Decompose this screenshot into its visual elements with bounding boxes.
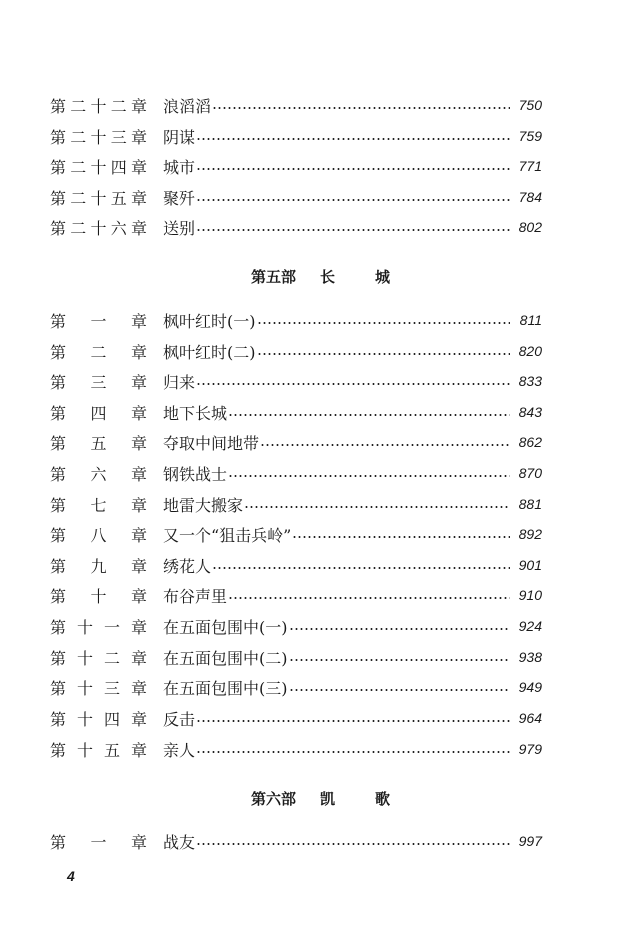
chapter-label-char: 二 [70,96,87,116]
chapter-title: 在五面包围中(三) [163,678,288,698]
chapter-label-char: 第 [50,433,67,453]
chapter-label-char: 章 [130,188,147,208]
chapter-label-char: 章 [130,218,147,238]
chapter-label-char: 第 [50,96,67,116]
page-number: 784 [518,189,542,205]
toc-entry[interactable] [50,737,542,761]
chapter-title: 又一个“狙击兵岭” [163,525,292,545]
page-number: 811 [519,312,542,328]
chapter-label-char: 七 [90,495,107,515]
toc-entry[interactable] [50,522,542,546]
chapter-label [50,309,163,332]
chapter-label-char: 一 [90,311,107,331]
chapter-label [50,216,163,239]
page-number: 924 [518,618,542,634]
chapter-label-char: 第 [50,525,67,545]
chapter-label-char: 三 [90,372,107,392]
chapter-title: 枫叶红时(一) [163,311,256,331]
chapter-label-char: 第 [50,218,67,238]
chapter-title: 浪滔滔 [163,96,212,116]
page-number: 892 [518,526,542,542]
chapter-label-char: 章 [130,556,147,576]
chapter-title: 送别 [163,218,196,238]
chapter-label-char: 章 [130,127,147,147]
chapter-label-char: 六 [90,464,107,484]
chapter-label-char: 章 [130,372,147,392]
chapter-label-char: 二 [103,648,120,668]
chapter-label [50,401,163,424]
chapter-label [50,676,163,699]
chapter-label-char: 第 [50,464,67,484]
chapter-label [50,125,163,148]
chapter-title: 枫叶红时(二) [163,342,256,362]
toc-entry[interactable] [50,645,542,669]
chapter-label [50,830,163,853]
dot-leader [289,682,511,692]
toc-entry[interactable] [50,124,542,148]
chapter-label-char: 十 [76,617,93,637]
dot-leader [196,222,510,232]
chapter-label [50,738,163,761]
chapter-title: 城市 [163,157,196,177]
chapter-title: 归来 [163,372,196,392]
part-name-char: 城 [375,268,391,286]
chapter-label-char: 章 [130,342,147,362]
toc-entry[interactable] [50,829,542,853]
chapter-label-char: 第 [50,127,67,147]
page-number: 771 [518,158,542,174]
chapter-label-char: 章 [130,157,147,177]
part-name-char: 凯 [319,790,335,808]
dot-leader [196,131,510,141]
chapter-label-char: 十 [90,586,107,606]
page-number: 833 [518,373,542,389]
chapter-label-char: 二 [70,218,87,238]
chapter-label-char: 第 [50,678,67,698]
chapter-label-char: 第 [50,372,67,392]
chapter-label-char: 九 [90,556,107,576]
chapter-label-char: 第 [50,617,67,637]
dot-leader [289,621,511,631]
dot-leader [292,529,510,539]
toc-entry[interactable] [50,675,542,699]
chapter-label-char: 第 [50,586,67,606]
chapter-label-char: 第 [50,556,67,576]
chapter-label-char: 第 [50,648,67,668]
chapter-title: 地下长城 [163,403,228,423]
chapter-label-char: 十 [76,648,93,668]
chapter-label-char: 二 [70,127,87,147]
chapter-label [50,707,163,730]
chapter-label [50,584,163,607]
chapter-label [50,493,163,516]
toc-entry[interactable] [50,154,542,178]
chapter-title: 战友 [163,832,196,852]
chapter-label-char: 章 [130,495,147,515]
dot-leader [228,590,510,600]
chapter-label-char: 五 [103,740,120,760]
chapter-label-char: 十 [90,188,107,208]
toc-entry[interactable] [50,553,542,577]
chapter-title: 钢铁战士 [163,464,228,484]
chapter-label-char: 三 [110,127,127,147]
toc-entry[interactable] [50,215,542,239]
chapter-label-char: 十 [90,96,107,116]
chapter-label [50,523,163,546]
page-number: 843 [518,404,542,420]
chapter-label-char: 四 [110,157,127,177]
chapter-title: 在五面包围中(一) [163,617,288,637]
chapter-label-char: 第 [50,342,67,362]
chapter-label-char: 章 [130,464,147,484]
chapter-label [50,340,163,363]
chapter-label-char: 章 [130,586,147,606]
dot-leader [196,836,510,846]
chapter-label-char: 第 [50,740,67,760]
chapter-label-char: 十 [76,678,93,698]
part-heading [0,788,641,809]
chapter-label [50,554,163,577]
chapter-label-char: 一 [103,617,120,637]
part-label: 第六部 [250,790,296,808]
chapter-title: 阴谋 [163,127,196,147]
page-number: 862 [518,434,542,450]
chapter-title: 地雷大搬家 [163,495,244,515]
chapter-label [50,155,163,178]
dot-leader [257,315,511,325]
toc-entry[interactable] [50,308,542,332]
toc-entry[interactable] [50,185,542,209]
part-heading [0,266,641,287]
page-number: 901 [518,557,542,573]
page-number: 938 [518,649,542,665]
chapter-label-char: 章 [130,311,147,331]
chapter-label-char: 第 [50,495,67,515]
chapter-title: 布谷声里 [163,586,228,606]
chapter-label-char: 章 [130,403,147,423]
chapter-label [50,646,163,669]
page-number: 979 [518,741,542,757]
chapter-label-char: 章 [130,96,147,116]
chapter-title: 聚歼 [163,188,196,208]
chapter-label-char: 第 [50,832,67,852]
chapter-label-char: 二 [110,96,127,116]
dot-leader [196,744,510,754]
toc-entry[interactable] [50,461,542,485]
page-number: 910 [518,587,542,603]
chapter-label-char: 章 [130,678,147,698]
page-number: 949 [518,679,542,695]
chapter-label-char: 章 [130,433,147,453]
dot-leader [289,652,511,662]
chapter-label [50,186,163,209]
page-number: 802 [518,219,542,235]
dot-leader [257,346,511,356]
chapter-label-char: 第 [50,403,67,423]
part-name-char: 歌 [375,790,391,808]
chapter-label-char: 四 [90,403,107,423]
chapter-label-char: 三 [103,678,120,698]
toc-entry[interactable] [50,339,542,363]
page-number: 870 [518,465,542,481]
chapter-title: 夺取中间地带 [163,433,260,453]
toc-entry[interactable] [50,583,542,607]
dot-leader [196,713,510,723]
chapter-label-char: 一 [90,832,107,852]
part-label: 第五部 [250,268,296,286]
dot-leader [260,437,510,447]
chapter-label-char: 第 [50,311,67,331]
part-name-char: 长 [319,268,335,286]
dot-leader [228,407,510,417]
page-number: 759 [518,128,542,144]
page-number: 997 [518,833,542,849]
chapter-label-char: 十 [90,218,107,238]
chapter-title: 在五面包围中(二) [163,648,288,668]
page-number: 881 [518,496,542,512]
dot-leader [244,499,510,509]
dot-leader [196,161,510,171]
chapter-label-char: 章 [130,648,147,668]
toc-entry[interactable] [50,430,542,454]
chapter-label-char: 章 [130,832,147,852]
chapter-label-char: 第 [50,188,67,208]
chapter-title: 反击 [163,709,196,729]
toc-entry[interactable] [50,400,542,424]
toc-entry[interactable] [50,492,542,516]
chapter-label [50,370,163,393]
chapter-label-char: 五 [110,188,127,208]
page-number: 820 [518,343,542,359]
dot-leader [212,560,510,570]
chapter-label-char: 二 [90,342,107,362]
chapter-label-char: 章 [130,740,147,760]
chapter-label-char: 第 [50,157,67,177]
chapter-label-char: 二 [70,188,87,208]
chapter-title: 亲人 [163,740,196,760]
page-number: 964 [518,710,542,726]
toc-entry[interactable] [50,93,542,117]
chapter-label-char: 八 [90,525,107,545]
chapter-label-char: 章 [130,617,147,637]
chapter-title: 绣花人 [163,556,212,576]
chapter-label [50,94,163,117]
chapter-label [50,431,163,454]
chapter-label-char: 第 [50,709,67,729]
chapter-label-char: 章 [130,525,147,545]
chapter-label-char: 六 [110,218,127,238]
chapter-label-char: 五 [90,433,107,453]
chapter-label [50,462,163,485]
chapter-label-char: 章 [130,709,147,729]
page-number: 750 [518,97,542,113]
dot-leader [196,376,510,386]
dot-leader [196,192,510,202]
chapter-label-char: 十 [90,127,107,147]
dot-leader [212,100,510,110]
toc-entry[interactable] [50,614,542,638]
chapter-label-char: 十 [76,709,93,729]
chapter-label-char: 二 [70,157,87,177]
toc-entry[interactable] [50,706,542,730]
chapter-label [50,615,163,638]
dot-leader [228,468,510,478]
chapter-label-char: 四 [103,709,120,729]
page-number-folio: 4 [67,868,75,884]
toc-entry[interactable] [50,369,542,393]
chapter-label-char: 十 [76,740,93,760]
chapter-label-char: 十 [90,157,107,177]
